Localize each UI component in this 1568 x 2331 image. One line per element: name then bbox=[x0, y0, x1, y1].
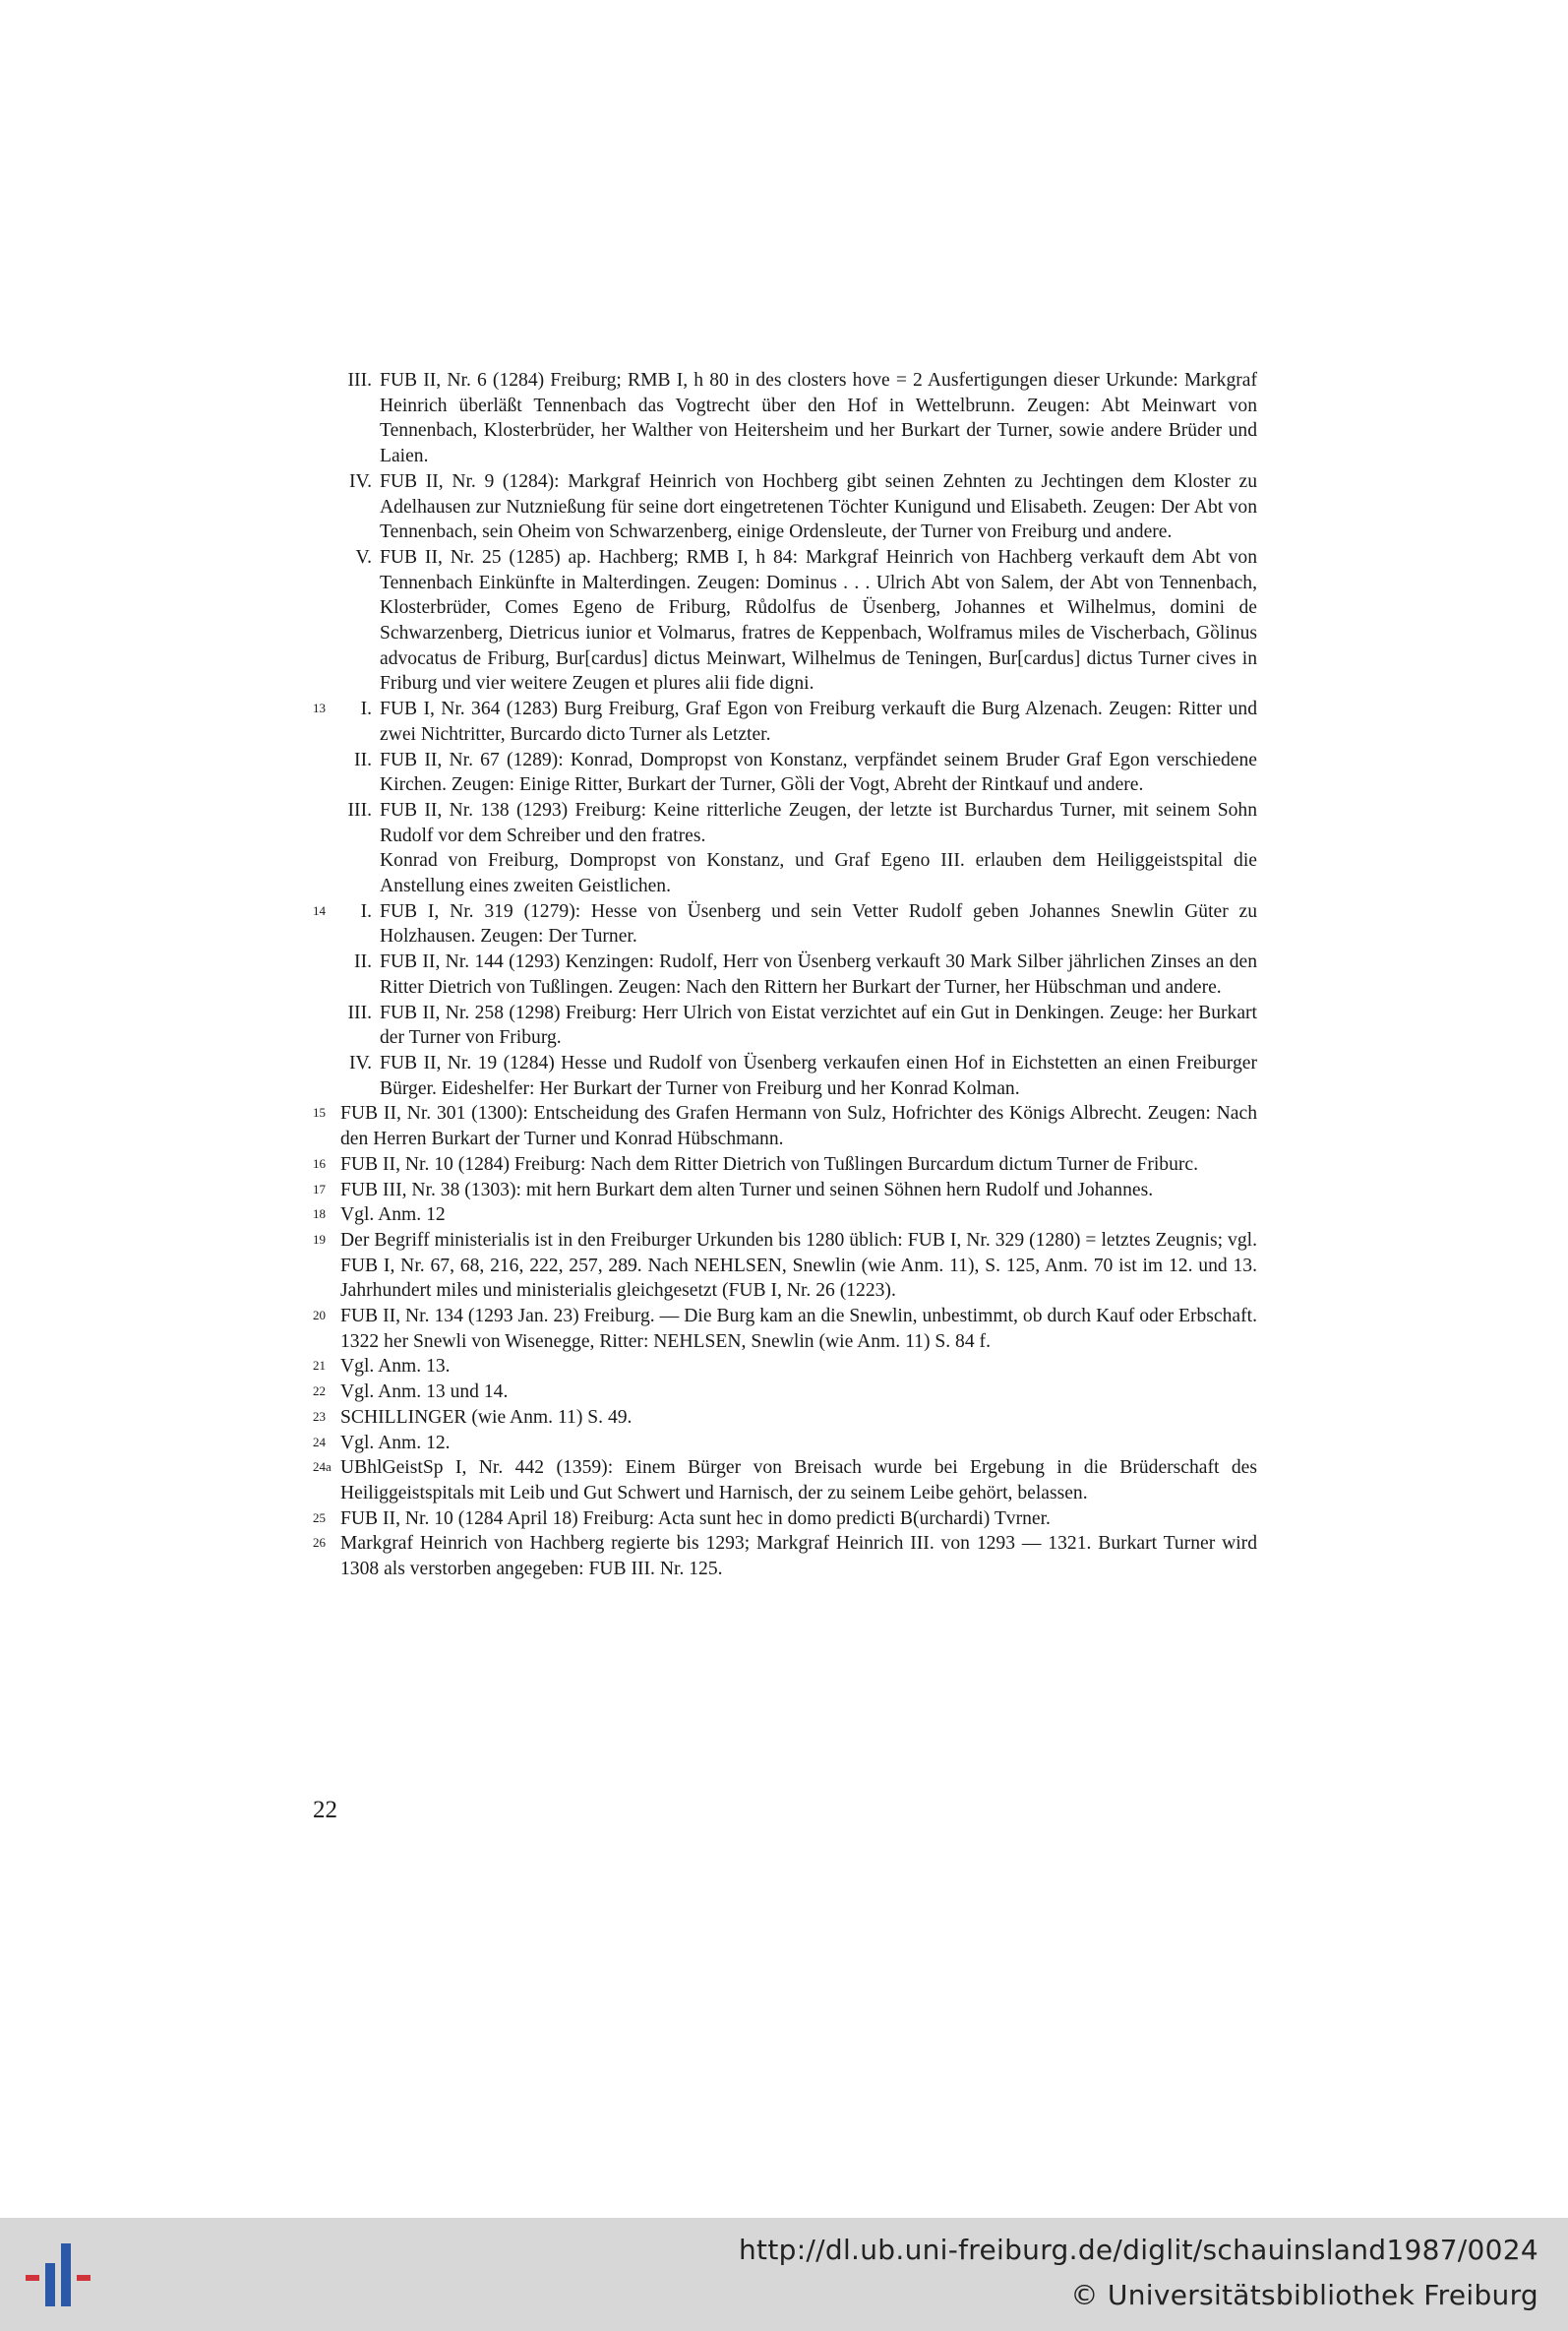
footnote-text: UBhlGeistSp I, Nr. 442 (1359): Einem Bürger von Breisach wurde bei Ergebung in die Brüderschaft des Heiliggeistspitals mit Leib und Gut Schwert und Harnisch, der zu seinem Leibe gehört, belassen. bbox=[340, 1457, 1257, 1503]
footnote-text: Vgl. Anm. 13 und 14. bbox=[340, 1381, 509, 1403]
footnote-number: 26 bbox=[313, 1535, 326, 1551]
footnote-text: FUB I, Nr. 364 (1283) Burg Freiburg, Graf Egon von Freiburg verkauft die Burg Alzenach. Zeugen: Ritter und zwei Nichtritter, Burcardo dicto Turner als Letzter. bbox=[380, 699, 1257, 745]
footnote-entry bbox=[313, 368, 1257, 469]
footnote-entry bbox=[313, 545, 1257, 697]
footnote-text: FUB II, Nr. 144 (1293) Kenzingen: Rudolf, Herr von Üsenberg verkauft 30 Mark Silber jährlichen Zinses an den Ritter Dietrich von Tußlingen. Zeugen: Nach den Rittern her Burkart der Turner, her Hübschman und andere. bbox=[380, 951, 1257, 998]
footnote-text bbox=[380, 798, 1257, 899]
footnote-text: Der Begriff ministerialis ist in den Freiburger Urkunden bis 1280 üblich: FUB I, Nr. 329 (1280) = letztes Zeugnis; vgl. FUB I, Nr. 67, 68, 216, 222, 257, 289. Nach NEHLSEN, Snewlin (wie Anm. 11), S. 125, Anm. 70 ist im 12. und 13. Jahrhundert miles und ministerialis gleichgesetzt (FUB I, Nr. 26 (1223). bbox=[340, 1229, 1257, 1302]
footer-bar bbox=[0, 2218, 1568, 2331]
roman-numeral: II. bbox=[354, 749, 372, 770]
footnote-entry bbox=[313, 1380, 1257, 1405]
footnote-text: Vgl. Anm. 12 bbox=[340, 1204, 446, 1226]
footnote-number: 18 bbox=[313, 1206, 326, 1222]
footnote-text-main: FUB II, Nr. 138 (1293) Freiburg: Keine ritterliche Zeugen, der letzte ist Burchardus Turner, mit seinem Sohn Rudolf vor dem Schreiber und den fratres. bbox=[380, 799, 1257, 846]
footnote-entry bbox=[313, 1152, 1257, 1178]
roman-numeral: III. bbox=[347, 370, 372, 391]
footnote-entry bbox=[313, 1101, 1257, 1151]
footnote-text: FUB II, Nr. 10 (1284 April 18) Freiburg: Acta sunt hec in domo predicti B(urchardi) Tvrner. bbox=[340, 1507, 1051, 1529]
footnote-text: Markgraf Heinrich von Hachberg regierte bis 1293; Markgraf Heinrich III. von 1293 — 1321. Burkart Turner wird 1308 als verstorben angegeben: FUB III. Nr. 125. bbox=[340, 1533, 1257, 1580]
footnote-text: FUB II, Nr. 258 (1298) Freiburg: Herr Ulrich von Eistat verzichtet auf ein Gut in Denkingen. Zeuge: her Burkart der Turner von Friburg. bbox=[380, 1002, 1257, 1049]
footnote-number: 19 bbox=[313, 1231, 326, 1247]
footnote-text: Vgl. Anm. 12. bbox=[340, 1432, 451, 1453]
footnote-text: FUB II, Nr. 6 (1284) Freiburg; RMB I, h 80 in des closters hove = 2 Ausfertigungen dieser Urkunde: Markgraf Heinrich überläßt Tennenbach das Vogtrecht über den Hof in Wettelbrunn. Zeugen: Abt Meinwart von Tennenbach, Klosterbrüder, her Walther von Heitersheim und her Burkart der Turner, sowie andere Brüder und Laien. bbox=[380, 370, 1257, 467]
footer-url-link[interactable]: http://dl.ub.uni-freiburg.de/diglit/schauinsland1987/0024 bbox=[739, 2234, 1538, 2266]
footer-copyright: © Universitätsbibliothek Freiburg bbox=[1070, 2279, 1538, 2311]
footnote-number: 21 bbox=[313, 1358, 326, 1374]
footnote-number: 16 bbox=[313, 1155, 326, 1171]
footnote-text: FUB III, Nr. 38 (1303): mit hern Burkart dem alten Turner und seinen Söhnen hern Rudolf und Johannes. bbox=[340, 1179, 1154, 1200]
footnote-entry bbox=[313, 697, 1257, 747]
footnote-entry bbox=[313, 1455, 1257, 1505]
footnote-text: FUB II, Nr. 25 (1285) ap. Hachberg; RMB I, h 84: Markgraf Heinrich von Hachberg verkauft dem Abt von Tennenbach Einkünfte in Malterdingen. Zeugen: Dominus . . . Ulrich Abt von Salem, der Abt von Tennenbach, Klosterbrüder, Comes Egeno de Friburg, Růdolfus de Üsenberg, Johannes et Wilhelmus, domini de Schwarzenberg, Dietricus iunior et Volmarus, fratres de Keppenbach, Wolframus miles de Vischerbach, Gȍlinus advocatus de Friburg, Bur[cardus] dictus Meinwart, Wilhelmus de Teningen, Bur[cardus] dictus Turner cives in Friburg und vier weitere Zeugen et plures alii fide digni. bbox=[380, 546, 1257, 695]
footnote-entry bbox=[313, 950, 1257, 1000]
footnote-entry bbox=[313, 1405, 1257, 1431]
footnote-number: 24a bbox=[313, 1459, 332, 1475]
page-number: 22 bbox=[313, 1797, 337, 1823]
footnote-entry bbox=[313, 1304, 1257, 1354]
footnote-number: 15 bbox=[313, 1105, 326, 1121]
roman-numeral: IV. bbox=[348, 470, 372, 492]
footnote-number: 24 bbox=[313, 1434, 326, 1449]
roman-numeral: I. bbox=[360, 900, 372, 922]
roman-numeral: III. bbox=[347, 799, 372, 821]
roman-numeral: II. bbox=[354, 951, 372, 973]
footnote-entry bbox=[313, 1001, 1257, 1051]
footnote-entry bbox=[313, 748, 1257, 798]
footnote-entry bbox=[313, 798, 1257, 899]
footnote-entry bbox=[313, 1051, 1257, 1101]
roman-numeral: I. bbox=[360, 699, 372, 720]
footnote-text: FUB II, Nr. 134 (1293 Jan. 23) Freiburg. — Die Burg kam an die Snewlin, unbestimmt, ob durch Kauf oder Erbschaft. 1322 her Snewli von Wisenegge, Ritter: NEHLSEN, Snewlin (wie Anm. 11) S. 84 f. bbox=[340, 1306, 1257, 1352]
footnote-entry bbox=[313, 1354, 1257, 1380]
footnote-entry bbox=[313, 1506, 1257, 1532]
footnote-text: FUB II, Nr. 301 (1300): Entscheidung des Grafen Hermann von Sulz, Hofrichter des Königs Albrecht. Zeugen: Nach den Herren Burkart der Turner und Konrad Hübschmann. bbox=[340, 1103, 1257, 1150]
footnote-number: 22 bbox=[313, 1383, 326, 1399]
footnote-number: 14 bbox=[313, 902, 326, 918]
footnote-text: FUB II, Nr. 19 (1284) Hesse und Rudolf von Üsenberg verkaufen einen Hof in Eichstetten an einen Freiburger Bürger. Eideshelfer: Her Burkart der Turner von Freiburg und her Konrad Kolman. bbox=[380, 1052, 1257, 1099]
footnote-entry bbox=[313, 899, 1257, 950]
footnote-entry bbox=[313, 1228, 1257, 1304]
footnote-number: 25 bbox=[313, 1509, 326, 1525]
footnote-entry bbox=[313, 1531, 1257, 1581]
footnote-number: 23 bbox=[313, 1408, 326, 1424]
footnote-entry bbox=[313, 469, 1257, 545]
footnotes-block bbox=[313, 368, 1257, 1582]
footnote-text-extra: Konrad von Freiburg, Dompropst von Konstanz, und Graf Egeno III. erlauben dem Heiliggeistspital die Anstellung eines zweiten Geistlichen. bbox=[380, 850, 1257, 897]
footnote-text: FUB II, Nr. 10 (1284) Freiburg: Nach dem Ritter Dietrich von Tußlingen Burcardum dictum Turner de Friburc. bbox=[340, 1153, 1199, 1175]
footnote-entry bbox=[313, 1202, 1257, 1228]
footnote-text: FUB II, Nr. 67 (1289): Konrad, Dompropst von Konstanz, verpfändet seinem Bruder Graf Egon verschiedene Kirchen. Zeugen: Einige Ritter, Burkart der Turner, Gȍli der Vogt, Abreht der Rintkauf und andere. bbox=[380, 749, 1257, 796]
footnote-text: FUB II, Nr. 9 (1284): Markgraf Heinrich von Hochberg gibt seinen Zehnten zu Jechtingen dem Kloster zu Adelhausen zur Nutznießung für seine dort eingetretenen Töchter Kunigund und Elisabeth. Zeugen: Der Abt von Tennenbach, sein Oheim von Schwarzenberg, einige Ordensleute, der Turner von Freiburg und andere. bbox=[380, 470, 1257, 543]
roman-numeral: IV. bbox=[348, 1052, 372, 1073]
roman-numeral: V. bbox=[355, 546, 372, 568]
footnote-text: FUB I, Nr. 319 (1279): Hesse von Üsenberg und sein Vetter Rudolf geben Johannes Snewlin Güter zu Holzhausen. Zeugen: Der Turner. bbox=[380, 900, 1257, 948]
footnote-number: 20 bbox=[313, 1308, 326, 1323]
ub-freiburg-logo-icon bbox=[18, 2234, 100, 2316]
footnote-entry bbox=[313, 1431, 1257, 1456]
footnote-number: 13 bbox=[313, 701, 326, 716]
footnote-text: SCHILLINGER (wie Anm. 11) S. 49. bbox=[340, 1406, 633, 1428]
roman-numeral: III. bbox=[347, 1002, 372, 1023]
footnote-entry bbox=[313, 1178, 1257, 1203]
footnote-text: Vgl. Anm. 13. bbox=[340, 1356, 451, 1378]
footnote-number: 17 bbox=[313, 1181, 326, 1196]
